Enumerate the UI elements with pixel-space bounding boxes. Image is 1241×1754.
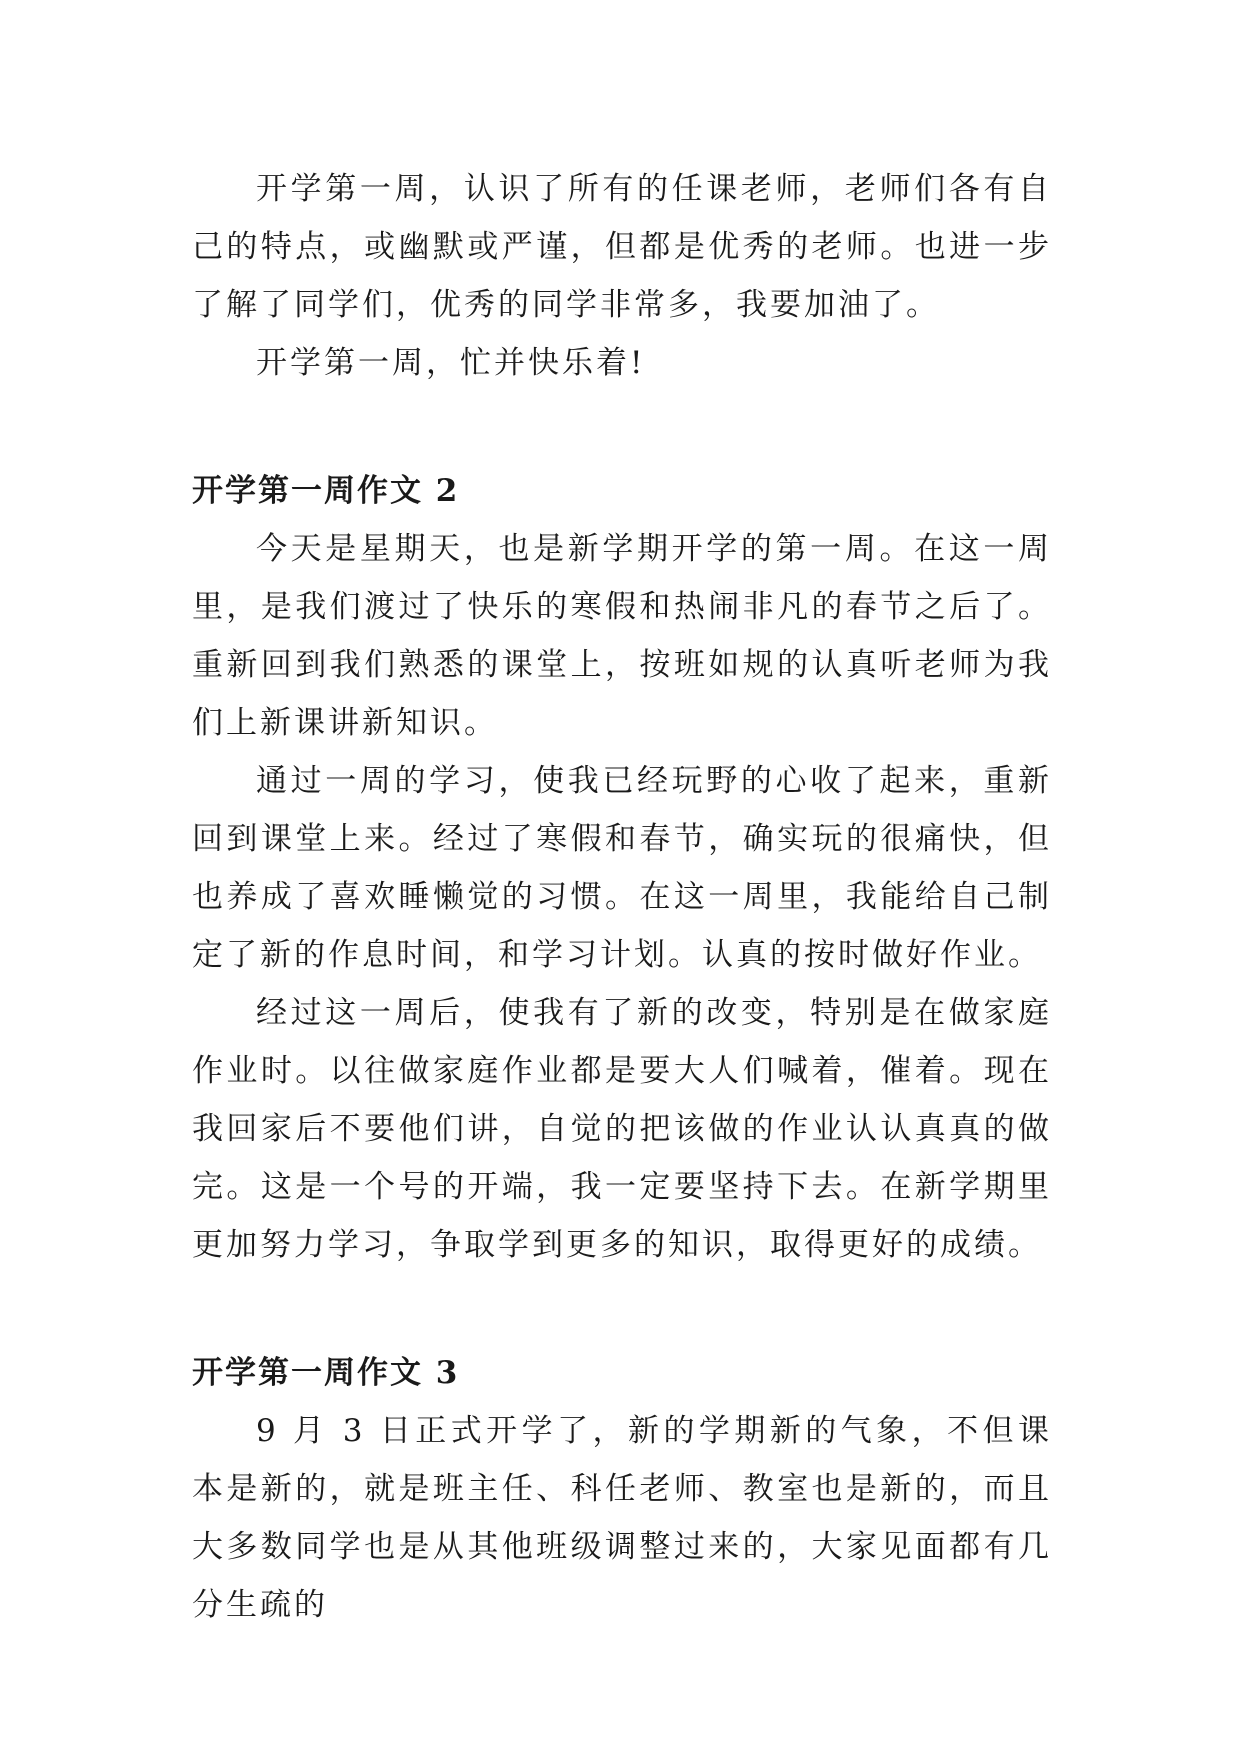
section-gap xyxy=(192,392,1052,462)
essay-2-paragraph: 通过一周的学习，使我已经玩野的心收了起来，重新回到课堂上来。经过了寒假和春节，确实玩的很痛快，但也养成了喜欢睡懒觉的习惯。在这一周里，我能给自己制定了新的作息时间，和学习计划。认真的按时做好作业。 xyxy=(192,763,1052,973)
intro-paragraph: 开学第一周，忙并快乐着! xyxy=(256,345,646,381)
intro-paragraph: 开学第一周，认识了所有的任课老师，老师们各有自己的特点，或幽默或严谨，但都是优秀的老师。也进一步了解了同学们，优秀的同学非常多，我要加油了。 xyxy=(192,171,1052,323)
section-gap xyxy=(192,1274,1052,1344)
essay-2-paragraph: 经过这一周后，使我有了新的改变，特别是在做家庭作业时。以往做家庭作业都是要大人们喊着，催着。现在我回家后不要他们讲，自觉的把该做的作业认认真真的做完。这是一个号的开端，我一定要坚持下去。在新学期里更加努力学习，争取学到更多的知识，取得更好的成绩。 xyxy=(192,995,1052,1263)
essay-3-paragraph: 9 月 3 日正式开学了，新的学期新的气象，不但课本是新的，就是班主任、科任老师、教室也是新的，而且大多数同学也是从其他班级调整过来的，大家见面都有几分生疏的 xyxy=(192,1413,1052,1623)
essay-2-paragraph: 今天是星期天，也是新学期开学的第一周。在这一周里，是我们渡过了快乐的寒假和热闹非凡的春节之后了。重新回到我们熟悉的课堂上，按班如规的认真听老师为我们上新课讲新知识。 xyxy=(192,531,1052,741)
essay-3-title: 开学第一周作文 3 xyxy=(192,1355,460,1391)
essay-2-title: 开学第一周作文 2 xyxy=(192,473,460,509)
document-body xyxy=(192,160,1052,1634)
